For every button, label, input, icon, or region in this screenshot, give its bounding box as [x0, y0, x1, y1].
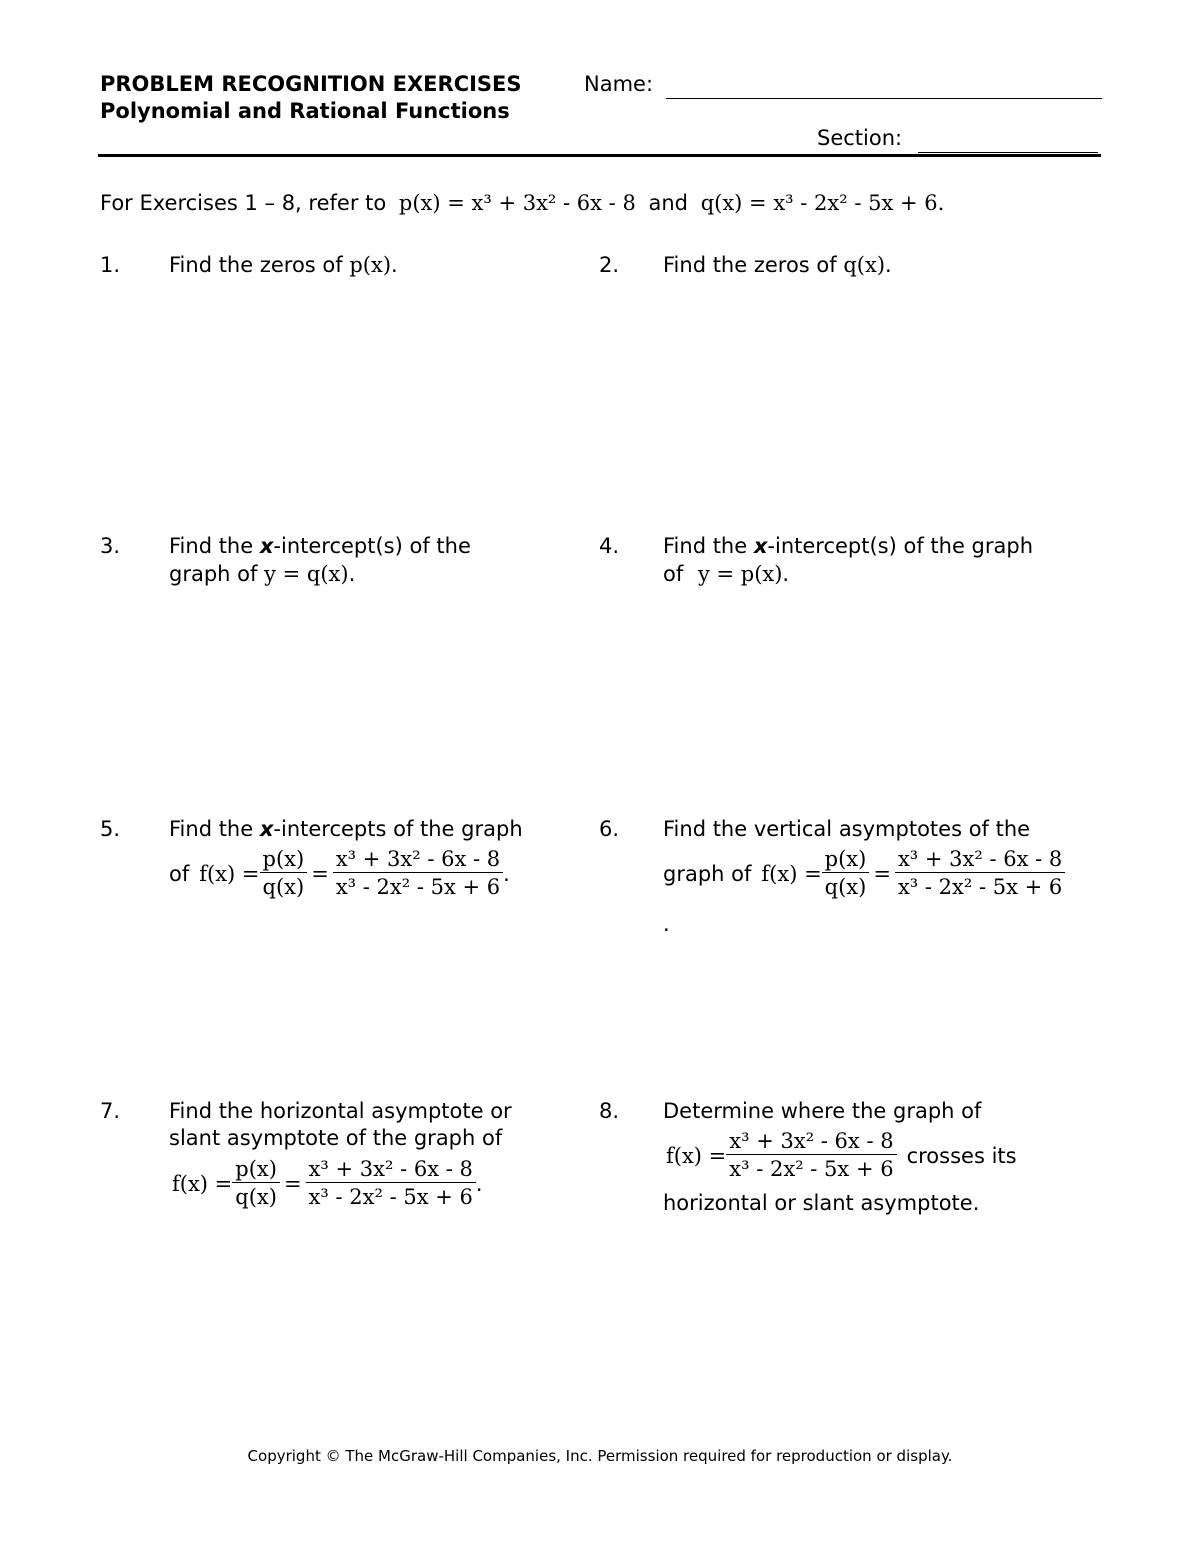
math-expression: y = p(x)	[697, 562, 783, 586]
exercise-3-line1	[169, 534, 471, 558]
exercise-6-formula	[663, 846, 1065, 901]
x-variable: x	[259, 534, 274, 558]
fraction-numerator: x³ + 3x² - 6x - 8	[895, 846, 1065, 873]
exercise-number: 5.	[100, 817, 121, 841]
exercise-5-line1	[169, 817, 523, 841]
exercise-number: 8.	[599, 1099, 620, 1123]
period: .	[503, 861, 510, 886]
rational-fraction	[726, 1128, 896, 1183]
fraction-numerator: p(x)	[260, 846, 308, 873]
exercise-7-formula	[172, 1156, 483, 1211]
intro-line	[100, 191, 944, 215]
exercise-4-line1	[663, 534, 1033, 558]
math-expression: y = q(x)	[264, 562, 349, 586]
equals-sign: =	[311, 861, 329, 886]
exercise-prompt: Find the zeros of	[663, 253, 837, 277]
f-of-x: f(x) =	[761, 861, 822, 886]
x-variable: x	[753, 534, 768, 558]
name-label: Name:	[584, 72, 654, 96]
copyright-footer: Copyright © The McGraw-Hill Companies, Inc. Permission required for reproduction or display.	[247, 1447, 953, 1465]
text-fragment: graph of	[663, 861, 752, 886]
text-fragment: Find the	[169, 534, 254, 558]
intro-connector: and	[648, 191, 689, 215]
period: .	[391, 253, 398, 277]
exercise-8-line1: Determine where the graph of	[663, 1099, 982, 1123]
fraction-denominator: x³ - 2x² - 5x + 6	[335, 875, 501, 899]
rational-fraction	[333, 846, 503, 901]
text-fragment: graph of	[169, 562, 258, 586]
period: .	[475, 1171, 483, 1196]
text-fragment: -intercept(s) of the graph	[767, 534, 1034, 558]
exercise-number: 3.	[100, 534, 121, 558]
exercise-7-line2: slant asymptote of the graph of	[169, 1126, 503, 1150]
pq-fraction	[232, 1156, 280, 1211]
math-expression: p(x)	[349, 253, 392, 277]
section-label: Section:	[817, 126, 903, 150]
f-of-x: f(x) =	[666, 1143, 727, 1168]
equals-sign: =	[283, 1171, 302, 1196]
intro-lead: For Exercises 1 – 8, refer to	[100, 191, 387, 215]
section-blank[interactable]	[918, 128, 1098, 153]
fraction-numerator: p(x)	[232, 1156, 280, 1183]
pq-fraction	[260, 846, 308, 901]
exercise-number: 1.	[100, 253, 121, 277]
exercise-prompt: Find the zeros of	[169, 253, 343, 277]
exercise-3-line2	[169, 562, 355, 586]
p-definition: p(x) = x³ + 3x² - 6x - 8	[398, 191, 636, 215]
fraction-numerator: p(x)	[822, 846, 870, 873]
exercise-8-line3: horizontal or slant asymptote.	[663, 1191, 980, 1215]
page-subtitle: Polynomial and Rational Functions	[100, 99, 510, 123]
exercise-number: 6.	[599, 817, 620, 841]
text-fragment: crosses its	[906, 1143, 1017, 1168]
fraction-numerator: x³ + 3x² - 6x - 8	[726, 1128, 896, 1155]
exercise-number: 2.	[599, 253, 620, 277]
exercise-1-text	[169, 253, 398, 277]
exercise-6-line1: Find the vertical asymptotes of the	[663, 817, 1031, 841]
exercise-number: 4.	[599, 534, 620, 558]
page-title: PROBLEM RECOGNITION EXERCISES	[100, 72, 522, 96]
period: .	[885, 253, 892, 277]
name-blank[interactable]	[666, 74, 1102, 99]
f-of-x: f(x) =	[172, 1171, 233, 1196]
header-rule	[98, 154, 1101, 157]
period: .	[782, 562, 790, 586]
rational-fraction	[306, 1156, 476, 1211]
exercise-4-line2	[663, 562, 789, 586]
fraction-denominator: q(x)	[235, 1185, 277, 1209]
exercise-8-formula	[666, 1128, 1017, 1183]
text-fragment: -intercepts of the graph	[273, 817, 523, 841]
text-fragment: -intercept(s) of the	[273, 534, 471, 558]
rational-fraction	[895, 846, 1065, 901]
period: .	[348, 562, 356, 586]
exercise-5-formula	[169, 846, 510, 901]
fraction-denominator: x³ - 2x² - 5x + 6	[729, 1157, 894, 1181]
text-fragment: Find the	[663, 534, 748, 558]
pq-fraction	[822, 846, 870, 901]
exercise-7-line1: Find the horizontal asymptote or	[169, 1099, 512, 1123]
fraction-numerator: x³ + 3x² - 6x - 8	[306, 1156, 476, 1183]
text-fragment: of	[663, 562, 684, 586]
math-expression: q(x)	[843, 253, 886, 277]
fraction-numerator: x³ + 3x² - 6x - 8	[333, 846, 503, 873]
fraction-denominator: x³ - 2x² - 5x + 6	[308, 1185, 473, 1209]
fraction-denominator: q(x)	[262, 875, 305, 899]
equals-sign: =	[873, 861, 891, 886]
exercise-2-text	[663, 253, 892, 277]
text-fragment: of	[169, 861, 190, 886]
x-variable: x	[259, 817, 274, 841]
fraction-denominator: q(x)	[824, 875, 867, 899]
fraction-denominator: x³ - 2x² - 5x + 6	[897, 875, 1063, 899]
exercise-number: 7.	[100, 1099, 121, 1123]
f-of-x: f(x) =	[199, 861, 260, 886]
text-fragment: Find the	[169, 817, 254, 841]
q-definition: q(x) = x³ - 2x² - 5x + 6.	[700, 191, 945, 215]
period: .	[663, 912, 670, 936]
